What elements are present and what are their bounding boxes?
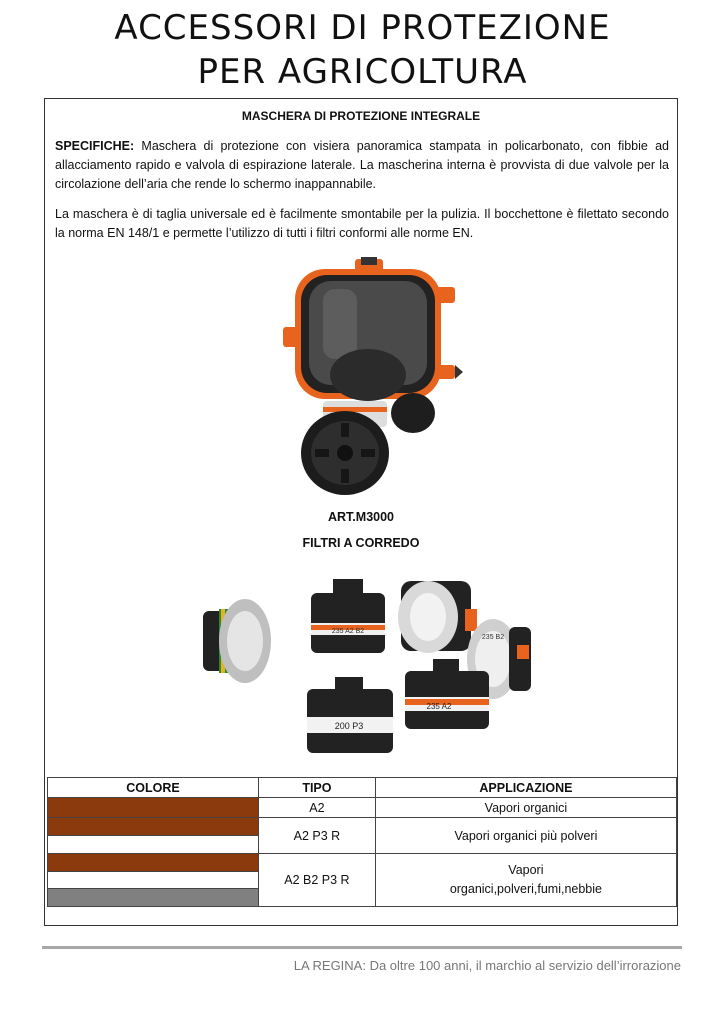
filter-a-text: 235 A2 B2 xyxy=(331,628,365,635)
header-colore: COLORE xyxy=(48,778,259,798)
color-swatch-brown xyxy=(48,798,258,817)
spec-label: SPECIFICHE: xyxy=(55,139,135,153)
applicazione-cell: Vapori organici xyxy=(375,798,676,818)
description-paragraph: La maschera è di taglia universale ed è facilmente smontabile per la pulizia. Il bocchettone è filettato secondo la norma EN 148/1 e permette l’utilizzo di tutti i filtri conformi alle norme EN. xyxy=(55,207,669,240)
header-tipo: TIPO xyxy=(259,778,376,798)
page-title xyxy=(0,6,725,94)
title-line-2: PER AGRICOLTURA xyxy=(197,52,528,92)
filter-table xyxy=(47,777,677,907)
filter-b-text: 235 B2 xyxy=(481,634,505,641)
color-cell xyxy=(48,798,259,818)
filters-image xyxy=(193,569,531,759)
article-code: ART.M3000 xyxy=(328,510,394,524)
table-header-row xyxy=(48,778,677,798)
color-swatch-grey xyxy=(48,888,258,906)
color-swatch-white xyxy=(48,835,258,853)
spec-paragraph xyxy=(55,137,669,194)
tipo-cell: A2 xyxy=(259,798,376,818)
applicazione-cell xyxy=(375,854,676,907)
table-row xyxy=(48,818,677,854)
footer-text: LA REGINA: Da oltre 100 anni, il marchio al servizio dell’irrorazione xyxy=(293,958,681,973)
filter-c-text: 200 P3 xyxy=(334,721,364,731)
color-swatch-brown xyxy=(48,854,258,871)
color-swatch-white xyxy=(48,871,258,888)
tipo-cell: A2 B2 P3 R xyxy=(259,854,376,907)
footer-divider xyxy=(42,946,682,949)
product-sheet-box xyxy=(44,98,678,926)
filters-heading: FILTRI A CORREDO xyxy=(302,536,420,550)
tipo-cell: A2 P3 R xyxy=(259,818,376,854)
title-line-1: ACCESSORI DI PROTEZIONE xyxy=(114,8,611,48)
full-face-mask-image xyxy=(283,257,463,497)
section-heading: MASCHERA DI PROTEZIONE INTEGRALE xyxy=(241,109,481,123)
color-swatch-brown xyxy=(48,818,258,835)
color-cell xyxy=(48,854,259,907)
filter-d-text: 235 A2 xyxy=(426,702,452,711)
applicazione-text: Vapori organici,polveri,fumi,nebbie xyxy=(449,863,602,896)
table-row xyxy=(48,854,677,907)
table-row xyxy=(48,798,677,818)
color-cell xyxy=(48,818,259,854)
spec-text: Maschera di protezione con visiera panoramica stampata in policarbonato, con fibbie ad allacciamento rapido e valvola di espirazione laterale. La mascherina interna è provvista di due valvole per la circolazione dell’aria che rende lo schermo inappannabile. xyxy=(55,139,669,191)
applicazione-cell: Vapori organici più polveri xyxy=(375,818,676,854)
header-applicazione: APPLICAZIONE xyxy=(375,778,676,798)
